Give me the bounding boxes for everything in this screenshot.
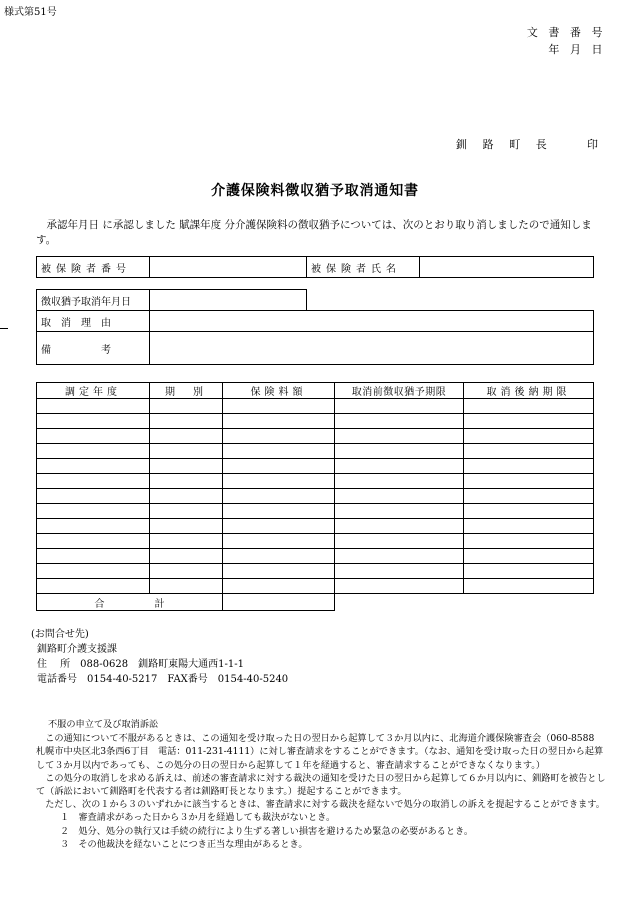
cell-period[interactable] bbox=[150, 459, 223, 474]
cell-assessment-year[interactable] bbox=[37, 429, 150, 444]
contact-block bbox=[31, 627, 288, 687]
cell-premium-amount[interactable] bbox=[223, 489, 335, 504]
cell-assessment-year[interactable] bbox=[37, 564, 150, 579]
cell-premium-amount[interactable] bbox=[223, 459, 335, 474]
appeal-notice bbox=[36, 718, 610, 851]
cell-period[interactable] bbox=[150, 564, 223, 579]
cancel-date-label: 徴収猶予取消年月日 bbox=[37, 290, 150, 311]
total-amount[interactable] bbox=[223, 594, 335, 611]
contact-address: 住 所 088-0628 釧路町東陽大通西1-1-1 bbox=[37, 659, 244, 670]
cell-assessment-year[interactable] bbox=[37, 534, 150, 549]
cell-new-due-date[interactable] bbox=[464, 504, 594, 519]
table-row bbox=[37, 504, 594, 519]
table-row bbox=[37, 429, 594, 444]
cell-deferral-deadline[interactable] bbox=[335, 474, 464, 489]
cell-deferral-deadline[interactable] bbox=[335, 564, 464, 579]
cancel-date-value[interactable] bbox=[150, 290, 307, 311]
cell-period[interactable] bbox=[150, 579, 223, 594]
cell-new-due-date[interactable] bbox=[464, 564, 594, 579]
cell-deferral-deadline[interactable] bbox=[335, 579, 464, 594]
table-row bbox=[37, 399, 594, 414]
insured-name-label: 被保険者氏名 bbox=[307, 257, 420, 278]
notice-paragraph-3: ただし、次の１から３のいずれかに該当するときは、審査請求に対する裁決を経ないで処分の取消しの訴えを提起することができます。 bbox=[45, 799, 605, 811]
cell-assessment-year[interactable] bbox=[37, 414, 150, 429]
cell-period[interactable] bbox=[150, 504, 223, 519]
cell-premium-amount[interactable] bbox=[223, 399, 335, 414]
cell-period[interactable] bbox=[150, 474, 223, 489]
remarks-value[interactable] bbox=[150, 332, 594, 365]
cancel-reason-label: 取 消 理 由 bbox=[37, 311, 150, 332]
cell-new-due-date[interactable] bbox=[464, 549, 594, 564]
cell-assessment-year[interactable] bbox=[37, 399, 150, 414]
cell-assessment-year[interactable] bbox=[37, 549, 150, 564]
margin-mark bbox=[0, 328, 8, 329]
cell-new-due-date[interactable] bbox=[464, 534, 594, 549]
notice-paragraph-1: この通知について不服があるときは、この通知を受け取った日の翌日から起算して３か月以内に、北海道介護保険審査会（060-8588 札幌市中央区北3条西6丁目 電話：011-231-4111）に対し審査請求をすることができます。（なお、通知を受け取った日の翌日から起算して３か月以内であっても、この処分の日の翌日から起算して１年を経過すると、審査請求することができなくなります。） bbox=[36, 733, 604, 771]
date-label: 年 月 日 bbox=[548, 43, 606, 56]
notice-item-1: １ 審査請求があった日から３か月を経過しても裁決がないとき。 bbox=[60, 812, 336, 824]
contact-heading: (お問合せ先) bbox=[31, 629, 89, 640]
cell-assessment-year[interactable] bbox=[37, 444, 150, 459]
cell-premium-amount[interactable] bbox=[223, 534, 335, 549]
cell-new-due-date[interactable] bbox=[464, 459, 594, 474]
cell-period[interactable] bbox=[150, 414, 223, 429]
cell-period[interactable] bbox=[150, 489, 223, 504]
document-number-label: 文 書 番 号 bbox=[526, 26, 606, 39]
table-row bbox=[37, 474, 594, 489]
table-row bbox=[37, 564, 594, 579]
cell-new-due-date[interactable] bbox=[464, 489, 594, 504]
blank-cell bbox=[307, 290, 594, 311]
table-row bbox=[37, 414, 594, 429]
cell-new-due-date[interactable] bbox=[464, 429, 594, 444]
cell-assessment-year[interactable] bbox=[37, 579, 150, 594]
table-row bbox=[37, 519, 594, 534]
table-row bbox=[37, 459, 594, 474]
cell-assessment-year[interactable] bbox=[37, 504, 150, 519]
notice-paragraph-2: この処分の取消しを求める訴えは、前述の審査請求に対する裁決の通知を受けた日の翌日から起算して６か月以内に、釧路町を被告として（訴訟において釧路町を代表する者は釧路町長となります。）提起することができます。 bbox=[36, 772, 606, 798]
cell-deferral-deadline[interactable] bbox=[335, 444, 464, 459]
cell-assessment-year[interactable] bbox=[37, 474, 150, 489]
contact-phone: 電話番号 0154-40-5217 FAX番号 0154-40-5240 bbox=[37, 674, 289, 685]
cell-period[interactable] bbox=[150, 429, 223, 444]
notice-item-2: ２ 処分、処分の執行又は手続の続行により生ずる著しい損害を避けるため緊急の必要があるとき。 bbox=[60, 825, 474, 837]
blank-cell bbox=[335, 594, 594, 611]
cell-new-due-date[interactable] bbox=[464, 399, 594, 414]
header-period: 期 別 bbox=[150, 383, 223, 399]
total-label: 合 計 bbox=[37, 594, 223, 611]
notice-item-3: ３ その他裁決を経ないことにつき正当な理由があるとき。 bbox=[60, 838, 308, 850]
header-deferral-deadline: 取消前徴収猶予期限 bbox=[335, 383, 464, 399]
insured-number-label: 被保険者番号 bbox=[37, 257, 150, 278]
cell-deferral-deadline[interactable] bbox=[335, 549, 464, 564]
page-title: 介護保険料徴収猶予取消通知書 bbox=[211, 183, 419, 199]
table-row bbox=[37, 444, 594, 459]
contact-department: 釧路町介護支援課 bbox=[37, 644, 117, 655]
table-row bbox=[37, 579, 594, 594]
document-number-block bbox=[527, 24, 606, 58]
form-number: 様式第51号 bbox=[4, 7, 57, 18]
cell-deferral-deadline[interactable] bbox=[335, 519, 464, 534]
insured-table bbox=[36, 256, 594, 278]
cell-assessment-year[interactable] bbox=[37, 459, 150, 474]
cell-period[interactable] bbox=[150, 534, 223, 549]
total-row bbox=[37, 594, 594, 611]
header-premium-amount: 保険料額 bbox=[223, 383, 335, 399]
cell-new-due-date[interactable] bbox=[464, 474, 594, 489]
cell-deferral-deadline[interactable] bbox=[335, 504, 464, 519]
cell-period[interactable] bbox=[150, 399, 223, 414]
premium-table-header bbox=[37, 383, 594, 399]
cell-period[interactable] bbox=[150, 549, 223, 564]
cancel-reason-value[interactable] bbox=[150, 311, 594, 332]
insured-name-value[interactable] bbox=[420, 257, 594, 278]
cell-premium-amount[interactable] bbox=[223, 564, 335, 579]
cell-deferral-deadline[interactable] bbox=[335, 399, 464, 414]
table-row bbox=[37, 534, 594, 549]
cell-premium-amount[interactable] bbox=[223, 444, 335, 459]
cell-assessment-year[interactable] bbox=[37, 489, 150, 504]
cell-assessment-year[interactable] bbox=[37, 519, 150, 534]
cell-period[interactable] bbox=[150, 444, 223, 459]
cell-premium-amount[interactable] bbox=[223, 549, 335, 564]
remarks-label: 備 考 bbox=[37, 332, 150, 365]
cell-deferral-deadline[interactable] bbox=[335, 459, 464, 474]
cell-new-due-date[interactable] bbox=[464, 519, 594, 534]
intro-text: 承認年月日 に承認しました 賦課年度 分介護保険料の徴収猶予については、次のとおり取り消しましたので通知します。 bbox=[36, 219, 592, 246]
cell-premium-amount[interactable] bbox=[223, 474, 335, 489]
notice-heading: 不服の申立て及び取消訴訟 bbox=[48, 719, 159, 730]
cell-new-due-date[interactable] bbox=[464, 414, 594, 429]
issuer: 釧 路 町 長 印 bbox=[456, 138, 604, 151]
cell-new-due-date[interactable] bbox=[464, 444, 594, 459]
cell-premium-amount[interactable] bbox=[223, 504, 335, 519]
premium-table bbox=[36, 382, 594, 611]
cell-premium-amount[interactable] bbox=[223, 414, 335, 429]
table-row bbox=[37, 549, 594, 564]
cell-deferral-deadline[interactable] bbox=[335, 429, 464, 444]
cell-premium-amount[interactable] bbox=[223, 429, 335, 444]
cell-period[interactable] bbox=[150, 519, 223, 534]
cell-deferral-deadline[interactable] bbox=[335, 534, 464, 549]
header-new-due-date: 取消後納期限 bbox=[464, 383, 594, 399]
cell-new-due-date[interactable] bbox=[464, 579, 594, 594]
table-row bbox=[37, 489, 594, 504]
header-assessment-year: 調定年度 bbox=[37, 383, 150, 399]
cell-premium-amount[interactable] bbox=[223, 579, 335, 594]
insured-number-value[interactable] bbox=[150, 257, 307, 278]
cell-premium-amount[interactable] bbox=[223, 519, 335, 534]
cell-deferral-deadline[interactable] bbox=[335, 414, 464, 429]
cancellation-table bbox=[36, 289, 594, 365]
cell-deferral-deadline[interactable] bbox=[335, 489, 464, 504]
